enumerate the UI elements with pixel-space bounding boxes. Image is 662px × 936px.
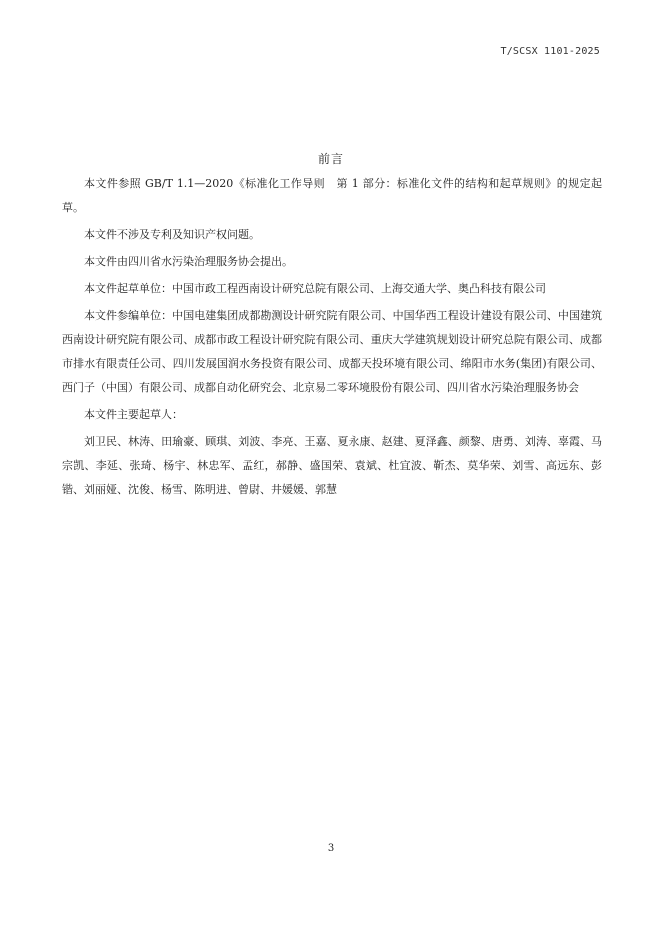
paragraph-reference-standard: 本文件参照 GB/T 1.1—2020《标准化工作导则 第 1 部分：标准化文件的结构和起草规则》的规定起草。 [62, 177, 602, 214]
paragraph-patent-statement: 本文件不涉及专利及知识产权问题。 [84, 228, 260, 241]
paragraph-participating-units: 本文件参编单位：中国电建集团成都勘测设计研究院有限公司、中国华西工程设计建设有限公司、中国建筑西南设计研究院有限公司、成都市政工程设计研究院有限公司、重庆大学建筑规划设计研究总院有限公司、成都市排水有限责任公司、四川发展国润水务投资有限公司、成都天投环境有限公司、绵阳市水务(集团)有限公司、西门子（中国）有限公司、成都自动化研究会、北京易二零环境股份有限公司、四川省水污染治理服务协会 [62, 309, 602, 394]
paragraph-drafters-list: 刘卫民、林涛、田瑜豪、顾琪、刘波、李亮、王嘉、夏永康、赵建、夏泽鑫、颜黎、唐勇、刘涛、辜霞、马宗凯、李延、张琦、杨宇、林忠军、孟红，郝静、盛国荣、袁斌、杜宜波、靳杰、莫华荣、刘雪、高远东、彭锴、刘丽娅、沈俊、杨雪、陈明进、曾尉、井媛媛、郭慧 [62, 435, 602, 496]
document-code: T/SCSX 1101-2025 [500, 46, 600, 57]
paragraph-drafters-heading: 本文件主要起草人： [84, 408, 183, 421]
page-title: 前言 [317, 152, 344, 166]
paragraph-drafting-units: 本文件起草单位：中国市政工程西南设计研究总院有限公司、上海交通大学、奥凸科技有限公司 [84, 282, 546, 295]
page-number: 3 [327, 843, 335, 854]
foreword-body [62, 172, 602, 505]
paragraph-proposer: 本文件由四川省水污染治理服务协会提出。 [84, 255, 293, 268]
